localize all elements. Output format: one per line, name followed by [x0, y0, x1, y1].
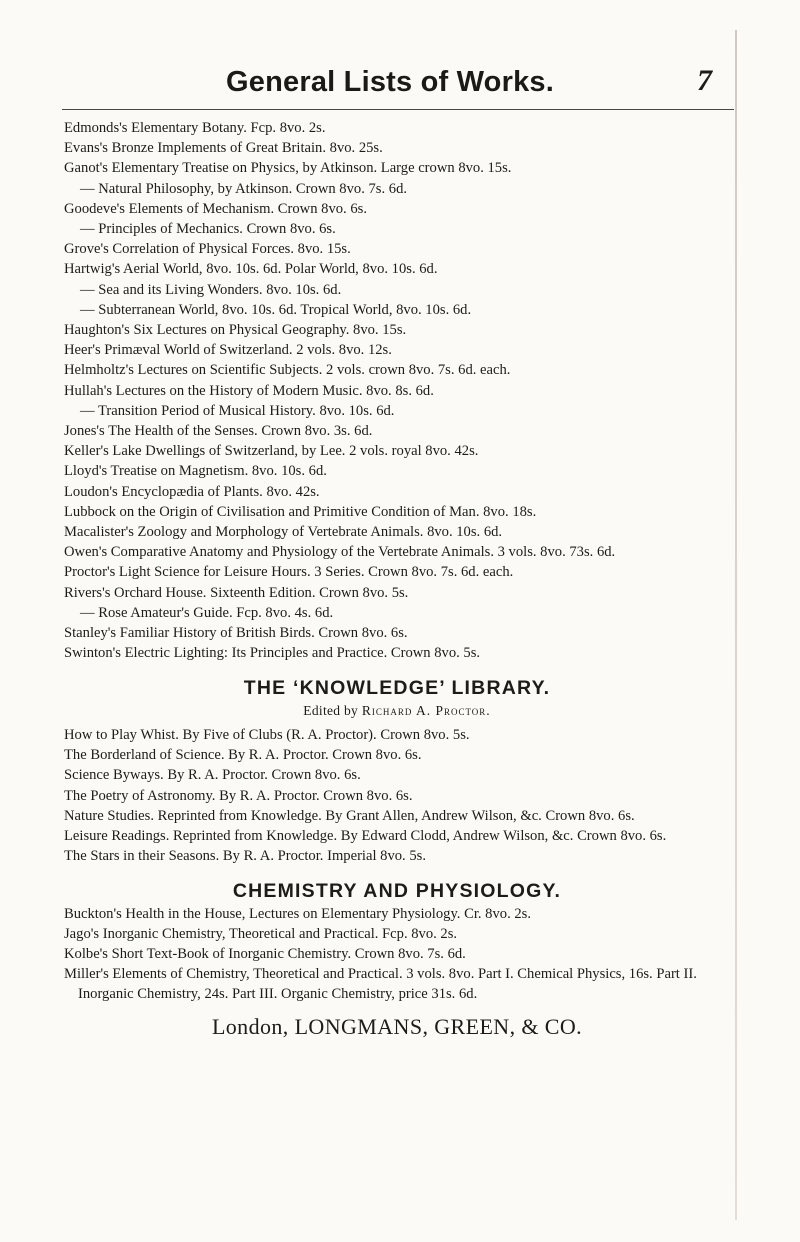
book-entry: Science Byways. By R. A. Proctor. Crown 8vo. 6s. — [64, 767, 361, 784]
book-entry: How to Play Whist. By Five of Clubs (R. A. Proctor). Crown 8vo. 5s. — [64, 726, 470, 743]
book-entry: Lubbock on the Origin of Civilisation and Primitive Condition of Man. 8vo. 18s. — [64, 503, 537, 520]
book-entry: Helmholtz's Lectures on Scientific Subjects. 2 vols. crown 8vo. 7s. 6d. each. — [64, 362, 511, 379]
knowledge-library-heading: THE ‘KNOWLEDGE’ LIBRARY. — [243, 677, 551, 700]
book-entry: The Poetry of Astronomy. By R. A. Proctor. Crown 8vo. 6s. — [64, 787, 413, 804]
publisher-imprint: London, LONGMANS, GREEN, & CO. — [211, 1013, 583, 1039]
book-entry: — Principles of Mechanics. Crown 8vo. 6s. — [80, 221, 336, 238]
book-entry: Jago's Inorganic Chemistry, Theoretical and Practical. Fcp. 8vo. 2s. — [64, 925, 458, 942]
page-number: 7 — [697, 64, 712, 97]
knowledge-entries — [64, 725, 730, 866]
book-entry: Stanley's Familiar History of British Birds. Crown 8vo. 6s. — [64, 625, 408, 642]
book-list — [64, 118, 730, 1037]
page-header — [60, 60, 720, 110]
book-entry: Keller's Lake Dwellings of Switzerland, by Lee. 2 vols. royal 8vo. 42s. — [64, 443, 479, 460]
book-entry: Loudon's Encyclopædia of Plants. 8vo. 42s. — [64, 483, 320, 500]
book-entry: — Natural Philosophy, by Atkinson. Crown 8vo. 7s. 6d. — [80, 180, 408, 197]
book-entry: Haughton's Six Lectures on Physical Geography. 8vo. 15s. — [64, 322, 407, 339]
main-entries — [64, 118, 730, 663]
book-entry: — Transition Period of Musical History. 8vo. 10s. 6d. — [80, 402, 395, 419]
book-entry: Evans's Bronze Implements of Great Britain. 8vo. 25s. — [64, 140, 383, 157]
editor-prefix: Edited by — [303, 702, 359, 718]
book-entry: — Rose Amateur's Guide. Fcp. 8vo. 4s. 6d. — [80, 604, 334, 621]
page-edge — [735, 30, 737, 1220]
book-entry: Jones's The Health of the Senses. Crown 8vo. 3s. 6d. — [64, 423, 373, 440]
book-entry: Edmonds's Elementary Botany. Fcp. 8vo. 2s. — [64, 120, 326, 136]
book-entry: Heer's Primæval World of Switzerland. 2 vols. 8vo. 12s. — [64, 342, 392, 359]
book-entry: Hullah's Lectures on the History of Modern Music. 8vo. 8s. 6d. — [64, 382, 434, 399]
chemistry-entries — [64, 904, 730, 1005]
book-entry: Swinton's Electric Lighting: Its Principles and Practice. Crown 8vo. 5s. — [64, 645, 481, 662]
book-entry: Leisure Readings. Reprinted from Knowledge. By Edward Clodd, Andrew Wilson, &c. Crown 8vo. 6s. — [64, 827, 667, 844]
page-title: General Lists of Works. — [226, 66, 554, 98]
editor-name: Richard A. Proctor. — [361, 702, 491, 718]
book-entry: Grove's Correlation of Physical Forces. 8vo. 15s. — [64, 241, 351, 258]
book-entry: — Subterranean World, 8vo. 10s. 6d. Tropical World, 8vo. 10s. 6d. — [80, 301, 472, 318]
book-entry: Rivers's Orchard House. Sixteenth Edition. Crown 8vo. 5s. — [64, 584, 409, 601]
header-rule — [62, 109, 734, 110]
chemistry-heading: CHEMISTRY AND PHYSIOLOGY. — [232, 880, 562, 903]
book-entry: Hartwig's Aerial World, 8vo. 10s. 6d. Polar World, 8vo. 10s. 6d. — [64, 261, 438, 278]
book-entry: — Sea and its Living Wonders. 8vo. 10s. 6d. — [80, 281, 342, 298]
book-entry: Nature Studies. Reprinted from Knowledge. By Grant Allen, Andrew Wilson, &c. Crown 8vo. 6s. — [64, 807, 635, 824]
book-entry: Miller's Elements of Chemistry, Theoretical and Practical. 3 vols. 8vo. Part I. Chemical Physics, 16s. Part II. Inorganic Chemistry, 24s. Part III. Organic Chemistry, price 31s. 6d. — [64, 966, 697, 1003]
book-entry: Buckton's Health in the House, Lectures on Elementary Physiology. Cr. 8vo. 2s. — [64, 905, 531, 922]
book-entry: The Borderland of Science. By R. A. Proctor. Crown 8vo. 6s. — [64, 747, 422, 764]
editor-line — [64, 701, 730, 721]
book-entry: Ganot's Elementary Treatise on Physics, by Atkinson. Large crown 8vo. 15s. — [64, 160, 512, 177]
book-entry: Goodeve's Elements of Mechanism. Crown 8vo. 6s. — [64, 200, 367, 217]
book-entry: Macalister's Zoology and Morphology of Vertebrate Animals. 8vo. 10s. 6d. — [64, 524, 503, 541]
book-entry: Owen's Comparative Anatomy and Physiology of the Vertebrate Animals. 3 vols. 8vo. 73s. 6d. — [64, 544, 616, 561]
book-entry: Kolbe's Short Text-Book of Inorganic Chemistry. Crown 8vo. 7s. 6d. — [64, 945, 466, 962]
book-entry: Proctor's Light Science for Leisure Hours. 3 Series. Crown 8vo. 7s. 6d. each. — [64, 564, 514, 581]
book-entry: Lloyd's Treatise on Magnetism. 8vo. 10s. 6d. — [64, 463, 327, 480]
book-entry: The Stars in their Seasons. By R. A. Proctor. Imperial 8vo. 5s. — [64, 848, 426, 865]
